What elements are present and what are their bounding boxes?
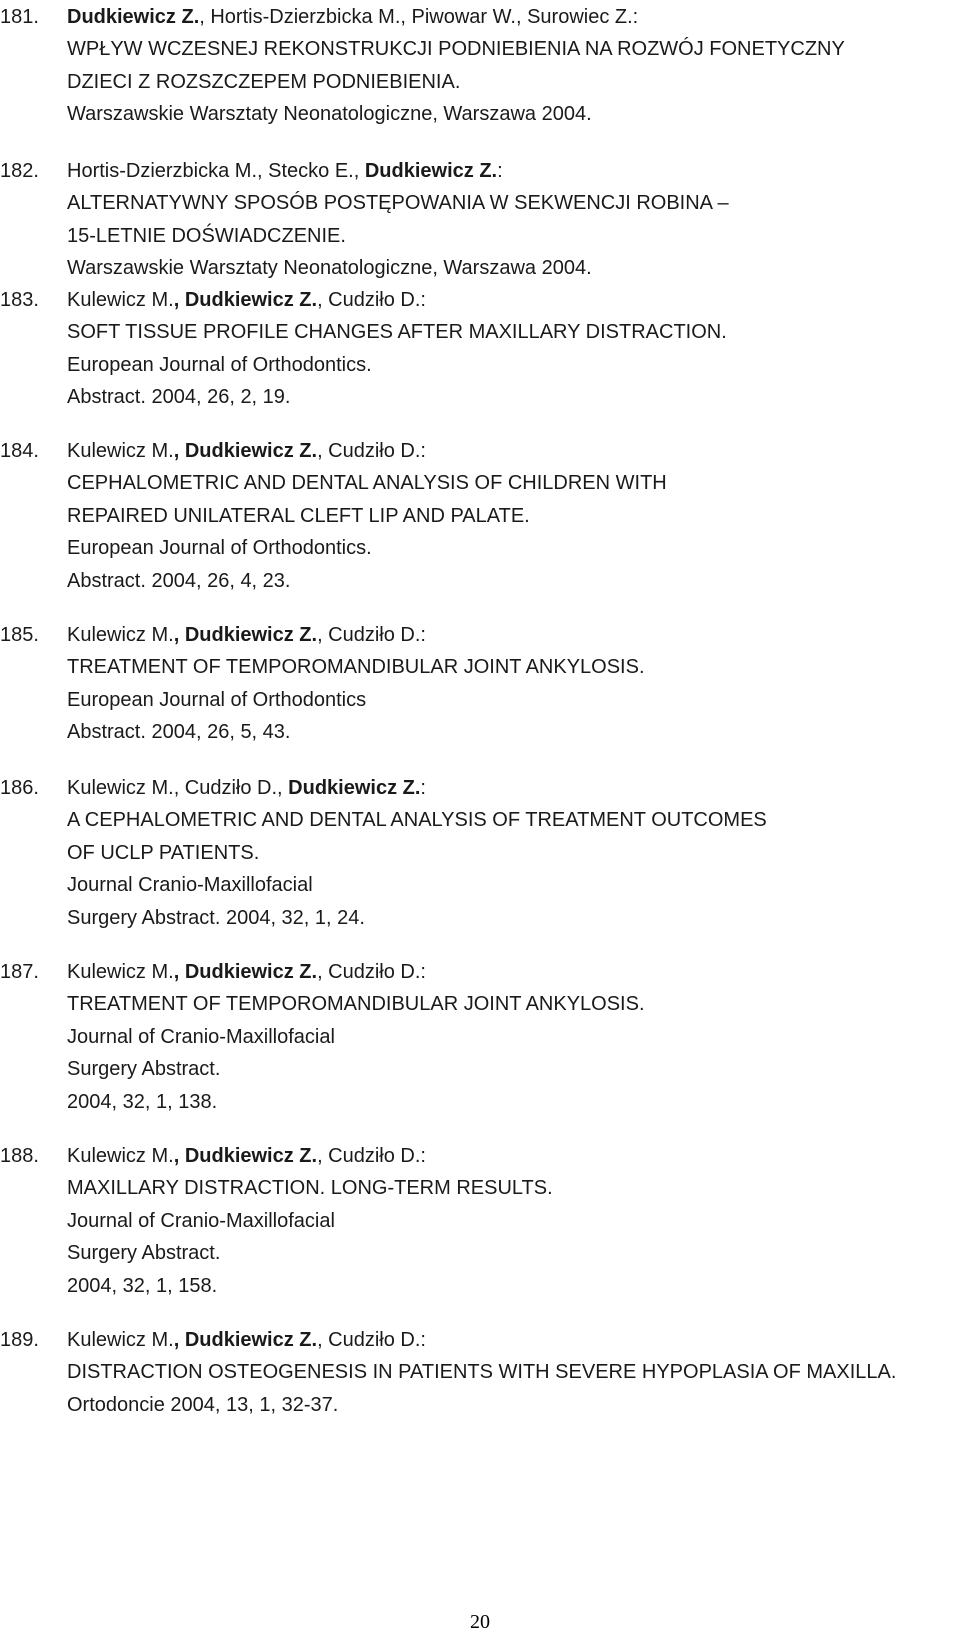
author-text: Kulewicz M., Cudziło D., bbox=[67, 777, 289, 799]
reference-authors bbox=[67, 284, 957, 316]
reference-body bbox=[67, 155, 957, 285]
author-highlighted: , Dudkiewicz Z. bbox=[173, 961, 318, 983]
reference-body bbox=[67, 435, 957, 597]
reference-source: Abstract. 2004, 26, 4, 23. bbox=[67, 569, 291, 592]
author-highlighted: Dudkiewicz Z. bbox=[288, 777, 421, 799]
reference-number: 187. bbox=[0, 961, 39, 983]
reference-source: Abstract. 2004, 26, 5, 43. bbox=[67, 721, 291, 744]
author-text: , Hortis-Dzierzbicka M., Piwowar W., Surowiec Z.: bbox=[199, 6, 639, 28]
author-text: Kulewicz M. bbox=[67, 961, 174, 983]
reference-authors bbox=[67, 1, 957, 33]
reference-body bbox=[67, 1140, 957, 1302]
reference-body bbox=[67, 1324, 957, 1421]
reference-source: 15-LETNIE DOŚWIADCZENIE. bbox=[67, 224, 346, 247]
author-text: : bbox=[497, 160, 503, 182]
author-highlighted: , Dudkiewicz Z. bbox=[173, 1329, 318, 1351]
reference-authors bbox=[67, 956, 957, 988]
reference-authors bbox=[67, 435, 957, 467]
reference-number: 184. bbox=[0, 440, 39, 462]
author-text: , Cudziło D.: bbox=[317, 1145, 426, 1167]
reference-title: SOFT TISSUE PROFILE CHANGES AFTER MAXILLARY DISTRACTION. bbox=[67, 321, 727, 344]
reference-source: Journal of Cranio-Maxillofacial bbox=[67, 1025, 335, 1048]
reference-source: Ortodoncie 2004, 13, 1, 32-37. bbox=[67, 1393, 339, 1416]
reference-source: REPAIRED UNILATERAL CLEFT LIP AND PALATE. bbox=[67, 504, 530, 527]
reference-number: 188. bbox=[0, 1145, 39, 1167]
reference-source: Surgery Abstract. bbox=[67, 1058, 221, 1081]
author-text: , Cudziło D.: bbox=[317, 1329, 426, 1351]
reference-title: A CEPHALOMETRIC AND DENTAL ANALYSIS OF TREATMENT OUTCOMES bbox=[67, 809, 767, 832]
reference-title: ALTERNATYWNY SPOSÓB POSTĘPOWANIA W SEKWENCJI ROBINA – bbox=[67, 192, 729, 215]
page-number: 20 bbox=[470, 1611, 490, 1633]
reference-body bbox=[67, 284, 957, 414]
reference-source: European Journal of Orthodontics. bbox=[67, 537, 372, 560]
reference-source: Journal Cranio-Maxillofacial bbox=[67, 874, 313, 897]
author-text: , Cudziło D.: bbox=[317, 624, 426, 646]
reference-authors bbox=[67, 772, 957, 804]
reference-authors bbox=[67, 155, 957, 187]
author-highlighted: , Dudkiewicz Z. bbox=[173, 440, 318, 462]
author-highlighted: , Dudkiewicz Z. bbox=[173, 1145, 318, 1167]
reference-number: 189. bbox=[0, 1329, 39, 1351]
reference-source: European Journal of Orthodontics. bbox=[67, 353, 372, 376]
reference-number: 183. bbox=[0, 289, 39, 311]
reference-title: MAXILLARY DISTRACTION. LONG-TERM RESULTS. bbox=[67, 1177, 553, 1200]
reference-source: Abstract. 2004, 26, 2, 19. bbox=[67, 386, 291, 409]
author-text: , Cudziło D.: bbox=[317, 961, 426, 983]
reference-source: Warszawskie Warsztaty Neonatologiczne, Warszawa 2004. bbox=[67, 103, 592, 126]
reference-authors bbox=[67, 1140, 957, 1172]
reference-source: 2004, 32, 1, 158. bbox=[67, 1274, 218, 1297]
author-text: Kulewicz M. bbox=[67, 1145, 174, 1167]
reference-title: TREATMENT OF TEMPOROMANDIBULAR JOINT ANKYLOSIS. bbox=[67, 993, 645, 1016]
reference-source: Surgery Abstract. bbox=[67, 1242, 221, 1265]
reference-title: CEPHALOMETRIC AND DENTAL ANALYSIS OF CHILDREN WITH bbox=[67, 472, 667, 495]
reference-source: European Journal of Orthodontics bbox=[67, 688, 367, 711]
reference-source: Warszawskie Warsztaty Neonatologiczne, Warszawa 2004. bbox=[67, 257, 592, 280]
author-text: Kulewicz M. bbox=[67, 624, 174, 646]
reference-source: Journal of Cranio-Maxillofacial bbox=[67, 1209, 335, 1232]
reference-authors bbox=[67, 619, 957, 651]
author-text: , Cudziło D.: bbox=[317, 440, 426, 462]
reference-number: 182. bbox=[0, 160, 39, 182]
reference-title: DISTRACTION OSTEOGENESIS IN PATIENTS WITH SEVERE HYPOPLASIA OF MAXILLA. bbox=[67, 1361, 897, 1384]
reference-authors bbox=[67, 1324, 957, 1356]
reference-title: TREATMENT OF TEMPOROMANDIBULAR JOINT ANKYLOSIS. bbox=[67, 656, 645, 679]
author-text: Kulewicz M. bbox=[67, 440, 174, 462]
author-highlighted: Dudkiewicz Z. bbox=[67, 6, 200, 28]
reference-number: 181. bbox=[0, 6, 39, 28]
reference-number: 185. bbox=[0, 624, 39, 646]
author-text: Kulewicz M. bbox=[67, 1329, 174, 1351]
reference-number: 186. bbox=[0, 777, 39, 799]
reference-body bbox=[67, 772, 957, 934]
author-text: : bbox=[420, 777, 426, 799]
author-text: , Cudziło D.: bbox=[317, 289, 426, 311]
author-highlighted: Dudkiewicz Z. bbox=[364, 160, 498, 182]
author-highlighted: , Dudkiewicz Z. bbox=[173, 289, 318, 311]
reference-body bbox=[67, 619, 957, 749]
reference-source: 2004, 32, 1, 138. bbox=[67, 1090, 218, 1113]
author-text: Hortis-Dzierzbicka M., Stecko E., bbox=[67, 160, 365, 182]
reference-body bbox=[67, 956, 957, 1118]
reference-body bbox=[67, 1, 957, 131]
author-text: Kulewicz M. bbox=[67, 289, 174, 311]
reference-title: WPŁYW WCZESNEJ REKONSTRUKCJI PODNIEBIENIA NA ROZWÓJ FONETYCZNY bbox=[67, 38, 845, 61]
author-highlighted: , Dudkiewicz Z. bbox=[173, 624, 318, 646]
reference-source: DZIECI Z ROZSZCZEPEM PODNIEBIENIA. bbox=[67, 70, 461, 93]
reference-source: Surgery Abstract. 2004, 32, 1, 24. bbox=[67, 906, 365, 929]
reference-source: OF UCLP PATIENTS. bbox=[67, 841, 260, 864]
